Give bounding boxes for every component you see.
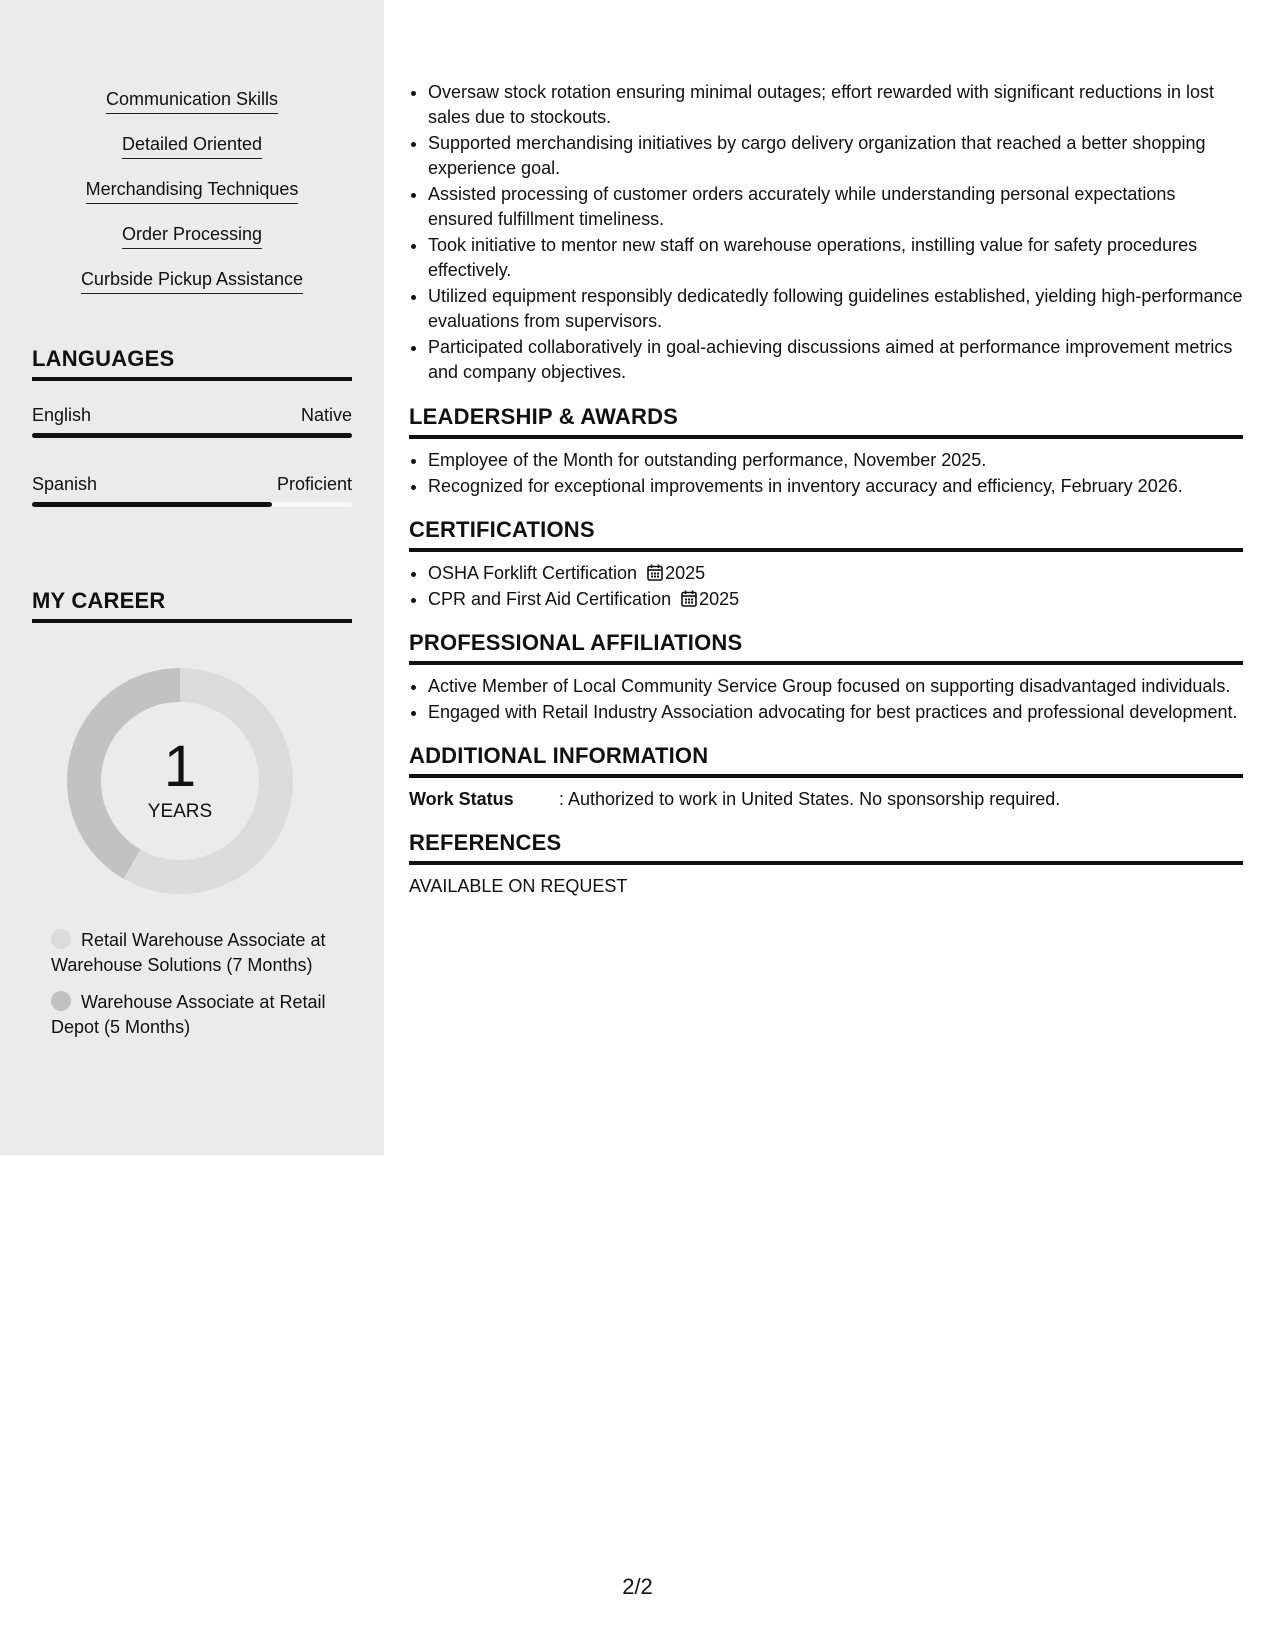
list-item	[428, 561, 1243, 586]
work-status-value: : Authorized to work in United States. No sponsorship required.	[559, 789, 1061, 809]
language-bar	[32, 502, 352, 507]
list-item: • Active Member of Local Community Service Group focused on supporting disadvantaged individuals.	[428, 674, 1243, 699]
language-level: Native	[300, 405, 352, 425]
list-item: • Engaged with Retail Industry Association advocating for best practices and professional development.	[428, 700, 1243, 725]
language-bar-fill	[32, 502, 272, 507]
career-legend	[51, 928, 326, 1052]
career-legend-item	[51, 928, 326, 978]
calendar-icon	[681, 590, 697, 607]
languages-heading: LANGUAGES	[32, 346, 352, 381]
main-content	[409, 80, 1243, 899]
skill-item: Communication Skills	[106, 86, 278, 114]
certification-year: 2025	[665, 563, 706, 583]
skills-list	[32, 86, 352, 311]
references-text: AVAILABLE ON REQUEST	[409, 876, 628, 896]
list-item: • Participated collaboratively in goal-achieving discussions aimed at performance improvement metrics and company objectives.	[428, 335, 1243, 385]
certification-name: CPR and First Aid Certification	[428, 589, 672, 609]
list-item	[428, 587, 1243, 612]
skill-item: Order Processing	[122, 221, 262, 249]
career-heading: MY CAREER	[32, 588, 352, 623]
affiliations-heading: PROFESSIONAL AFFILIATIONS	[409, 629, 1243, 665]
sidebar	[0, 0, 384, 1155]
list-item: • Employee of the Month for outstanding performance, November 2025.	[428, 448, 1243, 473]
certifications-heading: CERTIFICATIONS	[409, 516, 1243, 552]
calendar-icon	[647, 564, 663, 581]
legend-dot-icon	[51, 991, 71, 1011]
language-spanish	[32, 472, 352, 507]
certifications-list	[409, 561, 1243, 612]
list-item: • Assisted processing of customer orders accurately while understanding personal expectations ensured fulfillment timeliness.	[428, 182, 1243, 232]
work-status-row	[409, 787, 1243, 812]
list-item: • Utilized equipment responsibly dedicatedly following guidelines established, yielding high-performance evaluations from supervisors.	[428, 284, 1243, 334]
language-bar-fill	[32, 433, 352, 438]
leadership-heading: LEADERSHIP & AWARDS	[409, 403, 1243, 439]
work-status-label: Work Status	[409, 789, 514, 809]
language-bar	[32, 433, 352, 438]
language-name: English	[32, 405, 92, 425]
skill-item: Curbside Pickup Assistance	[81, 266, 303, 294]
list-item: • Took initiative to mentor new staff on warehouse operations, instilling value for safety procedures effectively.	[428, 233, 1243, 283]
career-legend-label: Warehouse Associate at Retail Depot (5 Months)	[51, 992, 326, 1037]
list-item: • Recognized for exceptional improvements in inventory accuracy and efficiency, February 2026.	[428, 474, 1243, 499]
language-level: Proficient	[276, 474, 352, 494]
career-years-number: 1	[163, 734, 197, 799]
leadership-list	[409, 448, 1243, 499]
career-years-label: YEARS	[147, 801, 213, 822]
language-name: Spanish	[32, 474, 98, 494]
affiliations-list	[409, 674, 1243, 725]
certification-year: 2025	[699, 589, 740, 609]
career-legend-label: Retail Warehouse Associate at Warehouse Solutions (7 Months)	[51, 930, 326, 975]
skill-item: Merchandising Techniques	[86, 176, 299, 204]
career-legend-item	[51, 990, 326, 1040]
list-item: • Oversaw stock rotation ensuring minimal outages; effort rewarded with significant reductions in lost sales due to stockouts.	[428, 80, 1243, 130]
language-english	[32, 403, 352, 438]
experience-bullets	[409, 80, 1243, 385]
skill-item: Detailed Oriented	[122, 131, 262, 159]
certification-name: OSHA Forklift Certification	[428, 563, 638, 583]
page-number: 2/2	[622, 1574, 653, 1599]
references-heading: REFERENCES	[409, 829, 1243, 865]
career-donut-chart	[66, 667, 294, 895]
additional-info-heading: ADDITIONAL INFORMATION	[409, 742, 1243, 778]
legend-dot-icon	[51, 929, 71, 949]
list-item: • Supported merchandising initiatives by cargo delivery organization that reached a better shopping experience goal.	[428, 131, 1243, 181]
